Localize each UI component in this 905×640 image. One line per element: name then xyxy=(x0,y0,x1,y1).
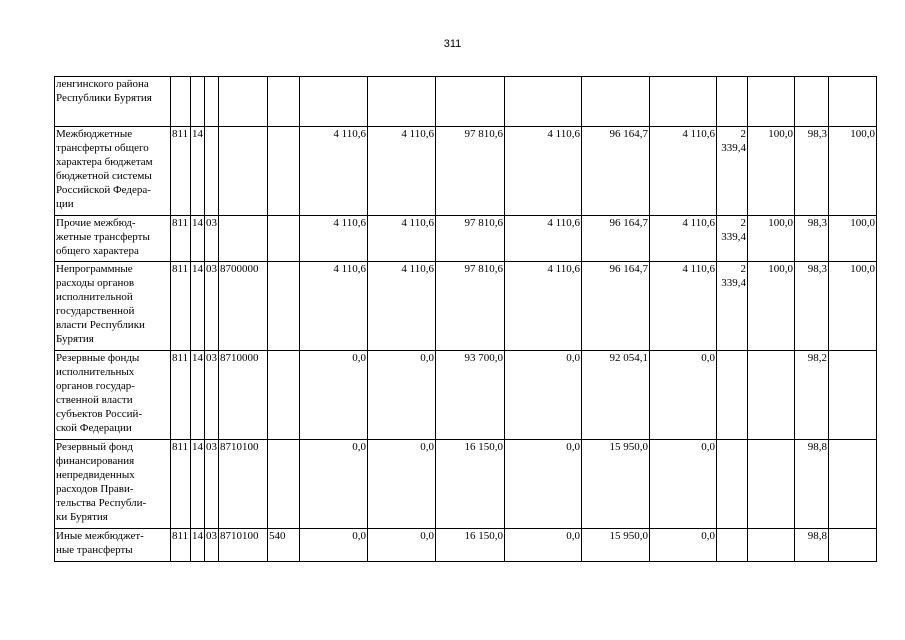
value-cell-4: 4 110,6 xyxy=(505,262,582,351)
percent-cell-2: 98,3 xyxy=(795,127,829,216)
percent-cell-1: 100,0 xyxy=(748,216,795,262)
value-cell-1: 4 110,6 xyxy=(300,127,368,216)
value-cell-5: 15 950,0 xyxy=(582,440,650,529)
value-cell-4: 0,0 xyxy=(505,351,582,440)
percent-cell-3: 100,0 xyxy=(829,127,877,216)
page-number: 311 xyxy=(443,38,462,50)
target-article-cell: 8700000 xyxy=(219,262,268,351)
target-article-cell xyxy=(219,77,268,127)
row-name-cell: Межбюджетные трансферты общего характера бюджетам бюджетной системы Российской Федера- ции xyxy=(55,127,171,216)
value-cell-1: 0,0 xyxy=(300,351,368,440)
value-cell-5: 92 054,1 xyxy=(582,351,650,440)
value-cell-6: 0,0 xyxy=(650,351,717,440)
admin-code-cell: 811 xyxy=(171,127,191,216)
subsection-code-cell: 03 xyxy=(205,351,219,440)
table-row xyxy=(55,351,877,440)
value-cell-7: 2 339,4 xyxy=(717,216,748,262)
percent-cell-3: 100,0 xyxy=(829,216,877,262)
value-cell-2: 0,0 xyxy=(368,351,436,440)
percent-cell-1: 100,0 xyxy=(748,127,795,216)
value-cell-1: 4 110,6 xyxy=(300,262,368,351)
value-cell-6: 4 110,6 xyxy=(650,127,717,216)
expense-type-cell xyxy=(268,262,300,351)
expense-type-cell xyxy=(268,216,300,262)
table-row xyxy=(55,127,877,216)
percent-cell-3: 100,0 xyxy=(829,262,877,351)
section-code-cell: 14 xyxy=(191,216,205,262)
admin-code-cell: 811 xyxy=(171,216,191,262)
value-cell-3: 97 810,6 xyxy=(436,262,505,351)
admin-code-cell: 811 xyxy=(171,262,191,351)
budget-table xyxy=(54,76,877,562)
subsection-code-cell xyxy=(205,127,219,216)
value-cell-3: 16 150,0 xyxy=(436,440,505,529)
value-cell-1: 0,0 xyxy=(300,529,368,562)
value-cell-6: 0,0 xyxy=(650,529,717,562)
value-cell-7: 2 339,4 xyxy=(717,262,748,351)
admin-code-cell: 811 xyxy=(171,440,191,529)
subsection-code-cell xyxy=(205,77,219,127)
section-code-cell: 14 xyxy=(191,262,205,351)
row-name-cell: Резервные фонды исполнительных органов государ- ственной власти субъектов Россий- ской Федерации xyxy=(55,351,171,440)
percent-cell-2: 98,8 xyxy=(795,529,829,562)
value-cell-7: 2 339,4 xyxy=(717,127,748,216)
admin-code-cell: 811 xyxy=(171,351,191,440)
value-cell-6: 0,0 xyxy=(650,440,717,529)
percent-cell-2: 98,3 xyxy=(795,216,829,262)
value-cell-2: 0,0 xyxy=(368,529,436,562)
table-row xyxy=(55,77,877,127)
section-code-cell: 14 xyxy=(191,529,205,562)
row-name-cell: ленгинского района Республики Бурятия xyxy=(55,77,171,127)
percent-cell-1 xyxy=(748,440,795,529)
table-row xyxy=(55,216,877,262)
table-row xyxy=(55,262,877,351)
value-cell-3: 97 810,6 xyxy=(436,127,505,216)
value-cell-6: 4 110,6 xyxy=(650,262,717,351)
percent-cell-3 xyxy=(829,529,877,562)
percent-cell-1 xyxy=(748,77,795,127)
value-cell-2: 4 110,6 xyxy=(368,127,436,216)
percent-cell-2 xyxy=(795,77,829,127)
row-name-cell: Иные межбюджет- ные трансферты xyxy=(55,529,171,562)
expense-type-cell xyxy=(268,351,300,440)
percent-cell-2: 98,2 xyxy=(795,351,829,440)
value-cell-2: 0,0 xyxy=(368,440,436,529)
section-code-cell xyxy=(191,77,205,127)
row-name-cell: Резервный фонд финансирования непредвиденных расходов Прави- тельства Республи- ки Бурятия xyxy=(55,440,171,529)
value-cell-5: 96 164,7 xyxy=(582,127,650,216)
value-cell-3 xyxy=(436,77,505,127)
value-cell-4: 0,0 xyxy=(505,529,582,562)
value-cell-4: 4 110,6 xyxy=(505,127,582,216)
value-cell-4: 4 110,6 xyxy=(505,216,582,262)
table-row xyxy=(55,440,877,529)
row-name-cell: Прочие межбюд- жетные трансферты общего характера xyxy=(55,216,171,262)
target-article-cell: 8710100 xyxy=(219,440,268,529)
target-article-cell xyxy=(219,127,268,216)
target-article-cell xyxy=(219,216,268,262)
row-name-cell: Непрограммные расходы органов исполнительной государственной власти Республики Бурятия xyxy=(55,262,171,351)
percent-cell-3 xyxy=(829,440,877,529)
target-article-cell: 8710100 xyxy=(219,529,268,562)
value-cell-3: 97 810,6 xyxy=(436,216,505,262)
value-cell-5: 15 950,0 xyxy=(582,529,650,562)
admin-code-cell xyxy=(171,77,191,127)
table-row xyxy=(55,529,877,562)
value-cell-3: 93 700,0 xyxy=(436,351,505,440)
subsection-code-cell: 03 xyxy=(205,262,219,351)
value-cell-3: 16 150,0 xyxy=(436,529,505,562)
expense-type-cell xyxy=(268,127,300,216)
value-cell-5: 96 164,7 xyxy=(582,216,650,262)
value-cell-2: 4 110,6 xyxy=(368,216,436,262)
admin-code-cell: 811 xyxy=(171,529,191,562)
value-cell-7 xyxy=(717,351,748,440)
percent-cell-3 xyxy=(829,77,877,127)
expense-type-cell: 540 xyxy=(268,529,300,562)
expense-type-cell xyxy=(268,77,300,127)
value-cell-7 xyxy=(717,77,748,127)
value-cell-5 xyxy=(582,77,650,127)
section-code-cell: 14 xyxy=(191,440,205,529)
value-cell-6: 4 110,6 xyxy=(650,216,717,262)
subsection-code-cell: 03 xyxy=(205,440,219,529)
percent-cell-2: 98,3 xyxy=(795,262,829,351)
percent-cell-2: 98,8 xyxy=(795,440,829,529)
expense-type-cell xyxy=(268,440,300,529)
percent-cell-1 xyxy=(748,529,795,562)
value-cell-1: 4 110,6 xyxy=(300,216,368,262)
value-cell-7 xyxy=(717,440,748,529)
target-article-cell: 8710000 xyxy=(219,351,268,440)
value-cell-7 xyxy=(717,529,748,562)
subsection-code-cell: 03 xyxy=(205,529,219,562)
value-cell-6 xyxy=(650,77,717,127)
section-code-cell: 14 xyxy=(191,351,205,440)
value-cell-1 xyxy=(300,77,368,127)
percent-cell-1 xyxy=(748,351,795,440)
percent-cell-3 xyxy=(829,351,877,440)
value-cell-2: 4 110,6 xyxy=(368,262,436,351)
value-cell-5: 96 164,7 xyxy=(582,262,650,351)
value-cell-2 xyxy=(368,77,436,127)
section-code-cell: 14 xyxy=(191,127,205,216)
value-cell-4 xyxy=(505,77,582,127)
subsection-code-cell: 03 xyxy=(205,216,219,262)
value-cell-1: 0,0 xyxy=(300,440,368,529)
percent-cell-1: 100,0 xyxy=(748,262,795,351)
value-cell-4: 0,0 xyxy=(505,440,582,529)
